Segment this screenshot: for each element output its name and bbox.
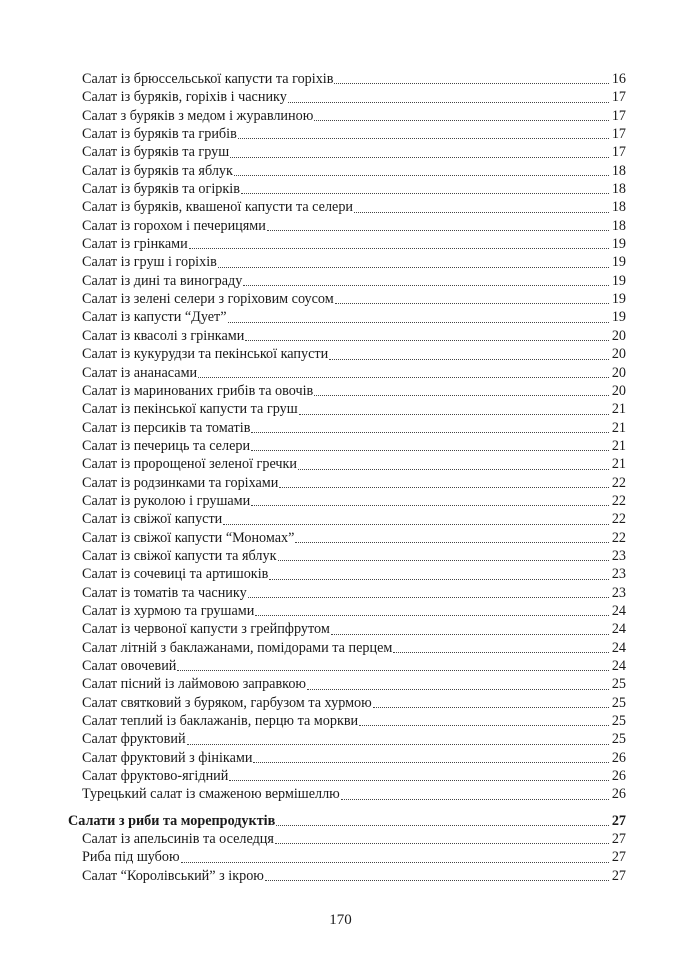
toc-entry-title: Салат із персиків та томатів (82, 419, 251, 436)
toc-entry-page: 18 (611, 217, 626, 234)
dot-leader (299, 413, 609, 415)
dot-leader (278, 559, 610, 561)
toc-entry (68, 529, 626, 547)
toc-entry-page: 26 (611, 786, 626, 803)
toc-entry (68, 253, 626, 271)
toc-entry-title: Салат із печериць та селери (82, 437, 251, 454)
toc-entry (68, 620, 626, 638)
toc-entry-page: 19 (611, 272, 626, 289)
toc-entry-title: Салат із брюссельської капусти та горіхів (82, 71, 334, 87)
toc-entry (68, 272, 626, 290)
toc-entry-title: Салат із горохом і печерицями (82, 217, 266, 234)
toc-entry-title: Салат із сочевиці та артишоків (82, 566, 269, 583)
toc-entry-page: 20 (611, 346, 626, 363)
dot-leader (265, 879, 609, 881)
toc-entry-title: Салат із квасолі з грінками (82, 327, 245, 344)
toc-entry-page: 21 (611, 401, 626, 418)
toc-entry-page: 17 (611, 89, 626, 106)
toc-entry-page: 21 (611, 437, 626, 454)
toc-entry (68, 217, 626, 235)
dot-leader (223, 523, 609, 525)
toc-entry-title: Салат із родзинками та горіхами (82, 474, 279, 491)
dot-leader (189, 247, 609, 249)
toc-entry (68, 88, 626, 106)
dot-leader (393, 651, 609, 653)
toc-entry-page: 19 (611, 236, 626, 253)
toc-entry-title: Салат із буряків, горіхів і часнику (82, 89, 287, 106)
toc-entry (68, 474, 626, 492)
dot-leader (359, 724, 609, 726)
toc-entry-page: 18 (611, 162, 626, 179)
toc-entry (68, 70, 626, 88)
toc-entry-page: 23 (611, 547, 626, 564)
toc-entry-title: Салат із дині та винограду (82, 272, 243, 289)
toc-entry-page: 20 (611, 364, 626, 381)
toc-entry-page: 24 (611, 602, 626, 619)
toc-section-heading (68, 812, 626, 830)
toc-entry-page: 16 (611, 71, 626, 87)
toc-entry (68, 785, 626, 803)
toc-entry-page: 24 (611, 639, 626, 656)
toc-entry-page: 18 (611, 199, 626, 216)
dot-leader (269, 578, 609, 580)
toc-entry (68, 400, 626, 418)
toc-entry-title: Салат із червоної капусти з грейпфрутом (82, 621, 330, 638)
toc-entry-page: 27 (611, 867, 626, 884)
toc-entry (68, 180, 626, 198)
dot-leader (329, 358, 609, 360)
toc-entry (68, 364, 626, 382)
toc-entry-page: 25 (611, 694, 626, 711)
toc-entry-title: Салати з риби та морепродуктів (68, 812, 276, 829)
dot-leader (298, 468, 609, 470)
toc-entry-page: 24 (611, 658, 626, 674)
toc-entry-title: Салат святковий з буряком, гарбузом та хурмою (82, 694, 372, 711)
toc-entry-title: Салат із свіжої капусти (82, 511, 223, 528)
dot-leader (314, 394, 609, 396)
dot-leader (251, 431, 609, 433)
toc-entry-title: Салат фруктовий (82, 731, 186, 748)
dot-leader (341, 798, 609, 800)
dot-leader (229, 779, 609, 781)
dot-leader (253, 761, 609, 763)
dot-leader (251, 504, 609, 506)
toc-entry-title: Салат пісний із лаймовою заправкою (82, 676, 307, 693)
toc-entry-title: Салат із кукурудзи та пекінської капусти (82, 346, 329, 363)
toc-entry-page: 20 (611, 382, 626, 399)
dot-leader (295, 541, 609, 543)
dot-leader (248, 596, 609, 598)
toc-entry-page: 18 (611, 181, 626, 198)
dot-leader (307, 688, 609, 690)
toc-entry-page: 22 (611, 511, 626, 528)
toc-entry-title: Салат із грінками (82, 236, 188, 253)
dot-leader (276, 824, 609, 826)
toc-entry (68, 565, 626, 583)
toc-entry (68, 125, 626, 143)
toc-entry-title: Салат із ананасами (82, 364, 198, 381)
toc-entry-title: Салат із апельсинів та оселедця (82, 831, 274, 848)
toc-entry-title: Риба під шубою (82, 849, 180, 866)
dot-leader (373, 706, 609, 708)
dot-leader (334, 82, 609, 84)
dot-leader (234, 174, 609, 176)
toc-entry-title: Салат фруктово-ягідний (82, 768, 229, 785)
dot-leader (228, 321, 609, 323)
table-of-contents (68, 70, 626, 885)
toc-entry-title: Салат літній з баклажанами, помідорами та перцем (82, 639, 393, 656)
dot-leader (177, 669, 609, 671)
toc-entry-page: 23 (611, 584, 626, 601)
toc-entry-page: 21 (611, 456, 626, 473)
toc-entry-title: Салат із зелені селери з горіховим соусом (82, 291, 334, 308)
toc-entry (68, 639, 626, 657)
toc-entry (68, 308, 626, 326)
dot-leader (245, 339, 609, 341)
toc-entry-title: Салат теплий із баклажанів, перцю та моркви (82, 713, 359, 730)
toc-entry (68, 749, 626, 767)
toc-entry-title: Салат із буряків, квашеної капусти та селери (82, 199, 354, 216)
toc-entry-title: Салат із свіжої капусти та яблук (82, 547, 277, 564)
dot-leader (198, 376, 609, 378)
dot-leader (181, 861, 609, 863)
toc-entry (68, 162, 626, 180)
toc-entry-title: Салат “Королівський” з ікрою (82, 867, 264, 884)
toc-entry (68, 602, 626, 620)
toc-entry-page: 25 (611, 713, 626, 730)
toc-entry (68, 437, 626, 455)
toc-entry-page: 21 (611, 419, 626, 436)
toc-entry-page: 22 (611, 474, 626, 491)
toc-entry-title: Салат із буряків та груш (82, 144, 230, 161)
toc-entry (68, 510, 626, 528)
toc-entry (68, 107, 626, 125)
toc-entry-title: Салат із пекінської капусти та груш (82, 401, 298, 418)
toc-entry-title: Турецький салат із смаженою вермішеллю (82, 786, 340, 803)
toc-entry-page: 19 (611, 309, 626, 326)
toc-entry-title: Салат із капусти “Дует” (82, 309, 227, 326)
toc-entry-title: Салат овочевий (82, 658, 177, 674)
toc-entry (68, 675, 626, 693)
toc-entry (68, 419, 626, 437)
dot-leader (288, 101, 609, 103)
toc-entry-page: 26 (611, 768, 626, 785)
toc-entry-title: Салат фруктовий з фініками (82, 749, 253, 766)
dot-leader (251, 449, 609, 451)
dot-leader (335, 302, 609, 304)
toc-entry (68, 712, 626, 730)
toc-entry (68, 547, 626, 565)
dot-leader (314, 119, 609, 121)
toc-entry (68, 382, 626, 400)
toc-entry-page: 22 (611, 529, 626, 546)
toc-entry-title: Салат із свіжої капусти “Мономах” (82, 529, 295, 546)
toc-entry-page: 22 (611, 492, 626, 509)
toc-entry (68, 492, 626, 510)
toc-entry-page: 17 (611, 107, 626, 124)
dot-leader (243, 284, 609, 286)
dot-leader (230, 156, 609, 158)
toc-entry-page: 19 (611, 254, 626, 271)
toc-entry (68, 455, 626, 473)
toc-entry-title: Салат із пророщеної зеленої гречки (82, 456, 298, 473)
toc-entry-title: Салат із груш і горіхів (82, 254, 217, 271)
dot-leader (267, 229, 609, 231)
toc-entry (68, 767, 626, 785)
toc-entry-title: Салат з буряків з медом і журавлиною (82, 107, 314, 124)
toc-entry-page: 27 (611, 849, 626, 866)
dot-leader (275, 842, 609, 844)
toc-entry (68, 327, 626, 345)
toc-entry-page: 25 (611, 676, 626, 693)
toc-entry-page: 17 (611, 126, 626, 143)
dot-leader (218, 266, 609, 268)
toc-entry-page: 26 (611, 749, 626, 766)
toc-entry-title: Салат із буряків та огірків (82, 181, 240, 198)
toc-entry-page: 17 (611, 144, 626, 161)
toc-entry (68, 290, 626, 308)
toc-entry-page: 24 (611, 621, 626, 638)
toc-entry (68, 198, 626, 216)
dot-leader (241, 192, 609, 194)
toc-entry-page: 27 (611, 812, 626, 829)
toc-entry-page: 23 (611, 566, 626, 583)
dot-leader (279, 486, 609, 488)
toc-entry (68, 143, 626, 161)
toc-entry-title: Салат із буряків та яблук (82, 162, 233, 179)
toc-entry (68, 584, 626, 602)
toc-entry-title: Салат із руколою і грушами (82, 492, 251, 509)
toc-entry-title: Салат із хурмою та грушами (82, 602, 255, 619)
toc-entry (68, 830, 626, 848)
toc-entry-title: Салат із маринованих грибів та овочів (82, 382, 314, 399)
toc-entry (68, 345, 626, 363)
toc-entry (68, 848, 626, 866)
toc-entry (68, 235, 626, 253)
toc-entry-page: 25 (611, 731, 626, 748)
page-number: 170 (329, 912, 352, 928)
toc-entry-title: Салат із буряків та грибів (82, 126, 237, 143)
dot-leader (331, 633, 609, 635)
toc-entry-page: 27 (611, 831, 626, 848)
toc-entry-title: Салат із томатів та часнику (82, 584, 247, 601)
toc-entry (68, 867, 626, 885)
dot-leader (238, 137, 609, 139)
dot-leader (255, 614, 609, 616)
toc-entry-page: 20 (611, 327, 626, 344)
toc-entry (68, 730, 626, 748)
toc-entry (68, 657, 626, 675)
dot-leader (187, 743, 609, 745)
toc-entry (68, 694, 626, 712)
dot-leader (354, 211, 609, 213)
toc-entry-page: 19 (611, 291, 626, 308)
